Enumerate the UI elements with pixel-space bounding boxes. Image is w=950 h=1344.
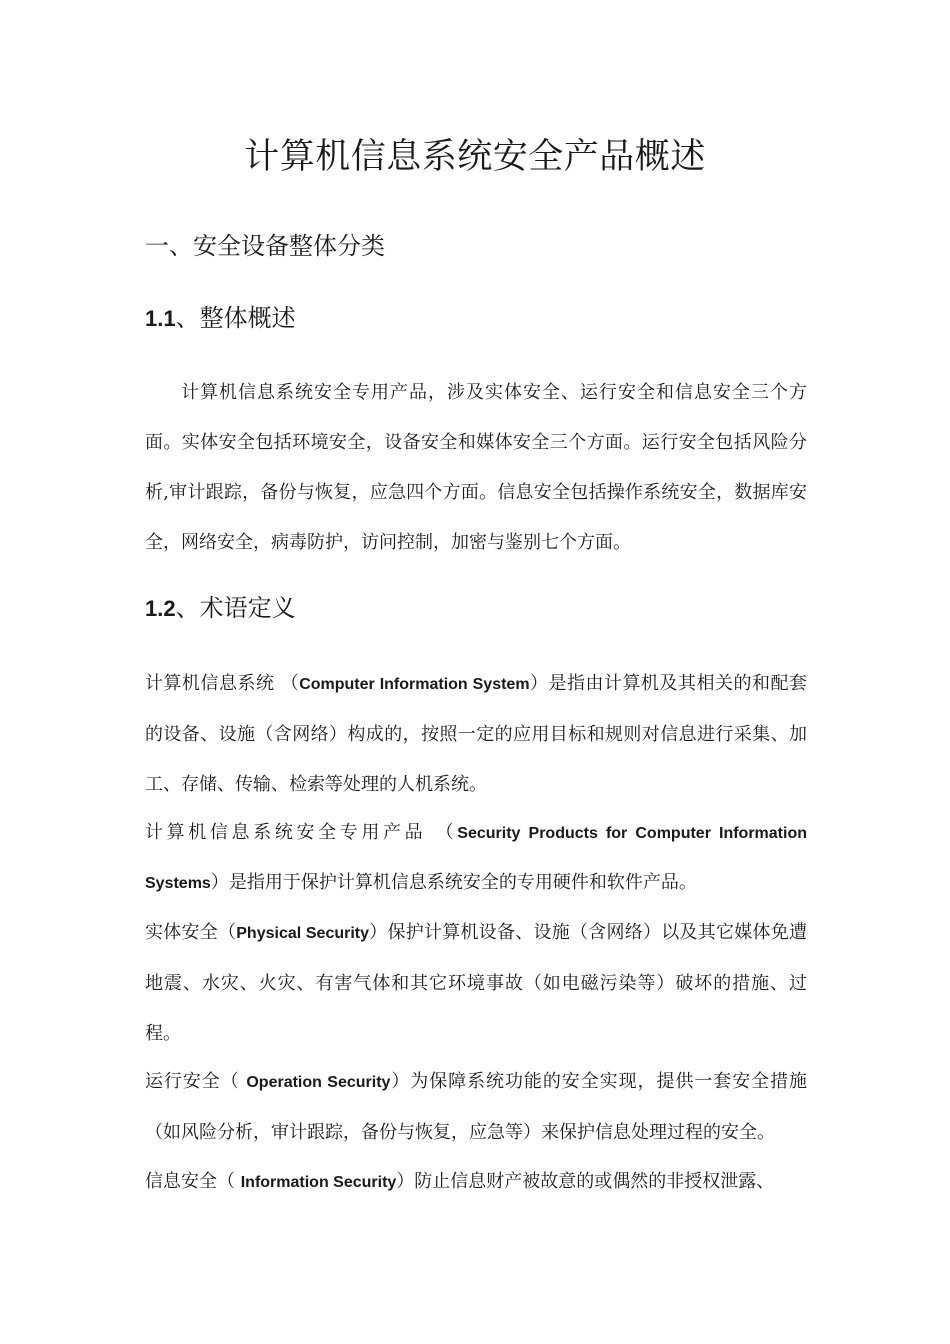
- overview-paragraph: 计算机信息系统安全专用产品，涉及实体安全、运行安全和信息安全三个方面。实体安全包括环境安全，设备安全和媒体安全三个方面。运行安全包括风险分析,审计跟踪，备份与恢复，应急四个方面。信息安全包括操作系统安全，数据库安全，网络安全，病毒防护，访问控制，加密与鉴别七个方面。: [145, 382, 807, 553]
- subsection-separator: 、: [175, 304, 200, 332]
- term-english: Operation Security: [246, 1074, 391, 1091]
- subsection-separator: 、: [175, 594, 200, 622]
- term-definition: [145, 908, 807, 1059]
- section-heading-1: 一、安全设备整体分类: [145, 232, 385, 260]
- term-chinese: 信息安全（: [145, 1171, 241, 1192]
- subsection-title: 整体概述: [199, 304, 296, 332]
- subsection-number: 1.2: [145, 596, 176, 621]
- term-chinese: 实体安全（: [145, 922, 237, 943]
- term-description: ）是指由计算机及其相关的和配套的设备、设施（含网络）构成的，按照一定的应用目标和规则对信息进行采集、加工、存储、传输、检索等处理的人机系统。: [145, 673, 808, 795]
- term-chinese: 运行安全（: [145, 1071, 247, 1092]
- term-english: Physical Security: [236, 925, 370, 942]
- term-description: ）保护计算机设备、设施（含网络）以及其它媒体免遭地震、水灾、火灾、有害气体和其它环境事故（如电磁污染等）破坏的措施、过程。: [145, 922, 808, 1044]
- term-description: ）防止信息财产被故意的或偶然的非授权泄露、: [396, 1171, 775, 1192]
- term-english: Security Products for Computer Information: [457, 825, 807, 842]
- term-definition: [145, 808, 807, 859]
- subsection-heading-1-2: [145, 588, 296, 629]
- subsection-title: 术语定义: [199, 594, 296, 622]
- term-definition: [145, 659, 807, 810]
- term-definition: [145, 1157, 807, 1208]
- term-description: ）为保障系统功能的安全实现，提供一套安全措施（如风险分析，审计跟踪，备份与恢复，应急等）来保护信息处理过程的安全。: [145, 1071, 808, 1143]
- term-chinese: 计算机信息系统 （: [145, 673, 300, 694]
- term-chinese: 计算机信息系统安全专用产品 （: [145, 822, 458, 843]
- term-english: Systems: [145, 875, 211, 892]
- term-definition: [145, 1057, 807, 1158]
- term-definition-continued: [145, 858, 807, 909]
- term-english: Computer Information System: [299, 676, 530, 693]
- subsection-heading-1-1: [145, 298, 296, 339]
- term-english: Information Security: [240, 1174, 397, 1191]
- document-title: 计算机信息系统安全产品概述: [244, 137, 706, 177]
- subsection-number: 1.1: [145, 306, 176, 331]
- term-description: ）是指用于保护计算机信息系统安全的专用硬件和软件产品。: [210, 872, 697, 893]
